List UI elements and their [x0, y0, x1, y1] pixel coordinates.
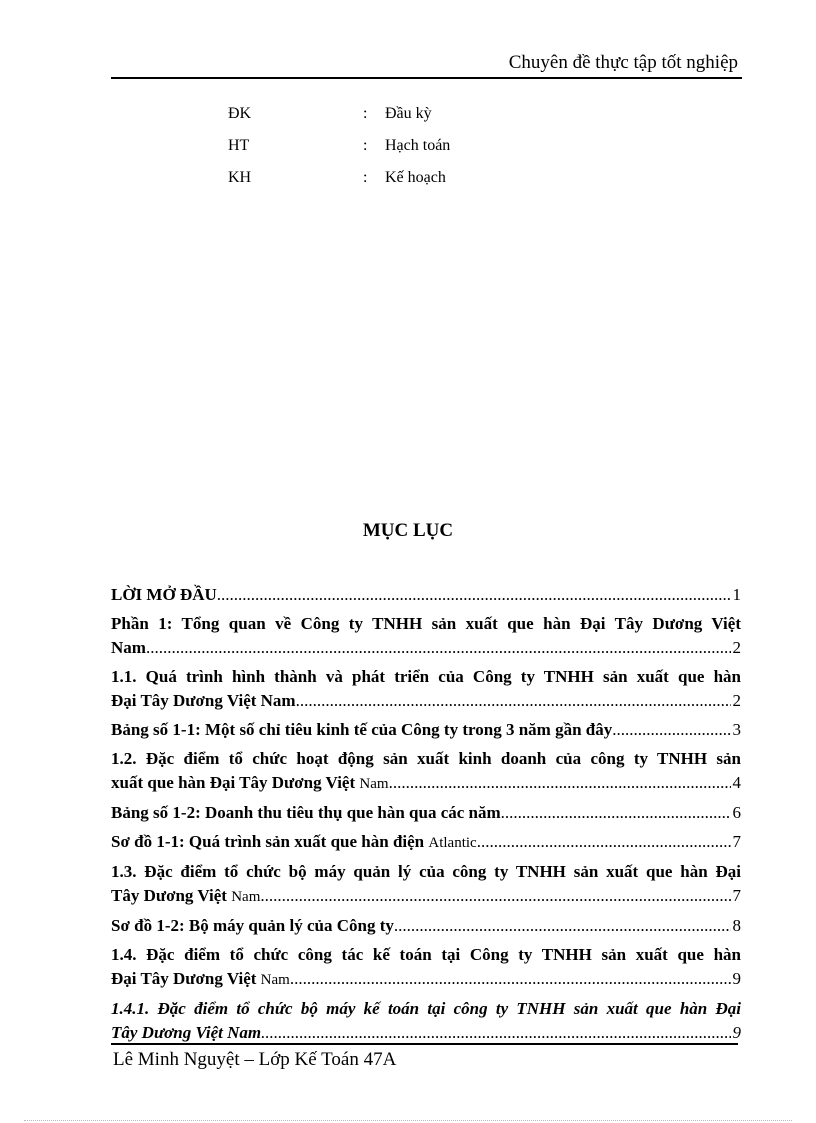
abbreviation-list	[228, 98, 450, 194]
toc-entry-text-cont: xuất que hàn Đại Tây Dương Việt	[111, 773, 360, 792]
dot-leader	[296, 689, 731, 713]
page-footer: Lê Minh Nguyệt – Lớp Kế Toán 47A	[113, 1049, 397, 1070]
abbreviation-code: HT	[228, 137, 250, 154]
toc-entry-text-tail: Atlantic	[428, 835, 477, 851]
dot-leader	[217, 583, 731, 607]
toc-entry[interactable]	[111, 830, 741, 855]
dot-leader	[394, 914, 731, 938]
dot-leader	[477, 830, 731, 854]
toc-entry[interactable]	[111, 665, 741, 713]
abbreviation-row	[228, 98, 450, 130]
toc-entry-text: 1.3. Đặc điểm tổ chức bộ máy quản lý của công ty TNHH sản xuất que hàn Đại	[111, 862, 741, 881]
toc-entry[interactable]	[111, 860, 741, 909]
dot-leader	[612, 718, 730, 742]
toc-entry-text-cont: Tây Dương Việt	[111, 886, 232, 905]
toc-entry[interactable]	[111, 943, 741, 992]
table-of-contents	[111, 583, 741, 1050]
header-divider	[111, 77, 742, 79]
toc-entry-text-tail: Nam	[359, 776, 389, 792]
toc-entry-text: Phần 1: Tổng quan về Công ty TNHH sản xuất que hàn Đại Tây Dương Việt	[111, 614, 741, 633]
toc-entry-text-cont: Đại Tây Dương Việt	[111, 969, 261, 988]
page-boundary	[24, 1120, 792, 1121]
abbreviation-colon: :	[363, 137, 368, 154]
abbreviation-code: KH	[228, 169, 252, 186]
abbreviation-colon: :	[363, 105, 368, 122]
abbreviation-row	[228, 130, 450, 162]
abbreviation-code: ĐK	[228, 105, 252, 122]
toc-entry-text-tail: Nam	[260, 972, 290, 988]
toc-entry-text: 1.1. Quá trình hình thành và phát triển của Công ty TNHH sản xuất que hàn	[111, 667, 741, 686]
toc-entry-text: 1.4.1. Đặc điểm tổ chức bộ máy kế toán tại công ty TNHH sản xuất que hàn Đại	[111, 999, 741, 1018]
toc-entry-text: Sơ đồ 1-1: Quá trình sản xuất que hàn điện	[111, 832, 429, 851]
toc-entry[interactable]	[111, 801, 741, 825]
toc-page-number: 7	[732, 886, 741, 905]
abbreviation-meaning: Kế hoạch	[385, 169, 446, 186]
dot-leader	[389, 771, 731, 795]
toc-page-number: 4	[732, 773, 741, 792]
toc-entry[interactable]	[111, 612, 741, 660]
toc-page-number: 2	[732, 638, 741, 657]
toc-entry-text-tail: Nam	[231, 889, 261, 905]
toc-entry-text: Sơ đồ 1-2: Bộ máy quản lý của Công ty	[111, 916, 394, 935]
toc-page-number: 6	[732, 803, 741, 822]
dot-leader	[260, 884, 730, 908]
dot-leader	[290, 967, 731, 991]
abbreviation-meaning: Hạch toán	[385, 137, 451, 154]
dot-leader	[261, 1021, 730, 1045]
toc-entry-text: 1.2. Đặc điểm tổ chức hoạt động sản xuất kinh doanh của công ty TNHH sản	[111, 749, 741, 768]
toc-entry-text: LỜI MỞ ĐẦU	[111, 585, 217, 604]
page-header-title: Chuyên đề thực tập tốt nghiệp	[508, 52, 738, 73]
toc-entry[interactable]	[111, 997, 741, 1045]
toc-page-number: 2	[732, 691, 741, 710]
toc-entry-text-cont: Tây Dương Việt Nam	[111, 1023, 262, 1042]
toc-page-number: 9	[732, 969, 741, 988]
toc-entry[interactable]	[111, 747, 741, 796]
dot-leader	[501, 801, 731, 825]
footer-divider	[111, 1043, 738, 1045]
toc-entry-text-cont: Đại Tây Dương Việt Nam	[111, 691, 296, 710]
toc-entry[interactable]	[111, 718, 741, 742]
abbreviation-row	[228, 162, 450, 194]
toc-entry-text: 1.4. Đặc điểm tổ chức công tác kế toán tại Công ty TNHH sản xuất que hàn	[111, 945, 741, 964]
toc-entry[interactable]	[111, 583, 741, 607]
toc-page-number: 3	[732, 720, 741, 739]
abbreviation-colon: :	[363, 169, 368, 186]
toc-entry[interactable]	[111, 914, 741, 938]
toc-title: MỤC LỤC	[362, 520, 454, 541]
toc-entry-text: Bảng số 1-1: Một số chỉ tiêu kinh tế của Công ty trong 3 năm gần đây	[111, 720, 613, 739]
abbreviation-meaning: Đầu kỳ	[385, 105, 432, 122]
toc-page-number: 7	[732, 832, 741, 851]
toc-entry-text: Bảng số 1-2: Doanh thu tiêu thụ que hàn qua các năm	[111, 803, 501, 822]
toc-entry-text-cont: Nam	[111, 638, 146, 657]
dot-leader	[146, 636, 731, 660]
toc-page-number: 9	[732, 1023, 741, 1042]
toc-page-number: 8	[732, 916, 741, 935]
toc-page-number: 1	[732, 585, 741, 604]
